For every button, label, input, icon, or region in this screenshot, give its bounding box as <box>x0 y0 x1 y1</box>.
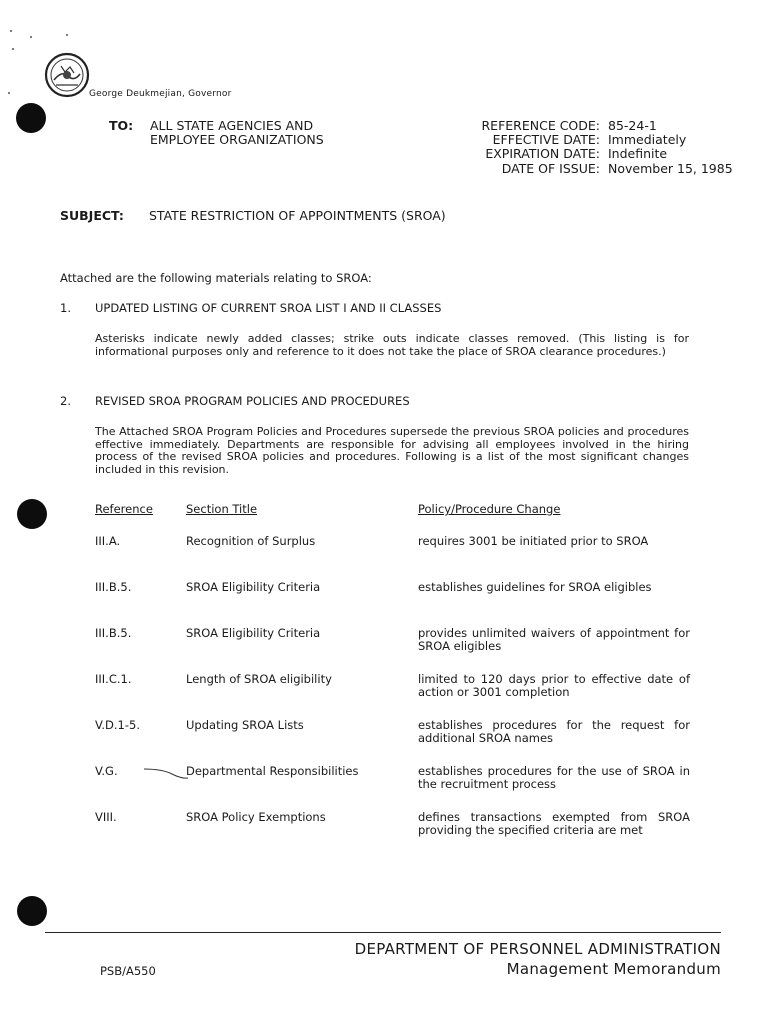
punch-hole-bottom <box>17 896 47 926</box>
row-reference: VIII. <box>95 810 117 824</box>
punch-hole-top <box>16 103 46 133</box>
reference-code-value: 85-24-1 <box>608 118 657 133</box>
row-section-title: Updating SROA Lists <box>186 718 304 732</box>
subject-text: STATE RESTRICTION OF APPOINTMENTS (SROA) <box>149 208 446 223</box>
item-1-title: UPDATED LISTING OF CURRENT SROA LIST I AND II CLASSES <box>95 301 442 315</box>
reference-code-label: REFERENCE CODE: <box>481 118 600 133</box>
row-reference: V.D.1-5. <box>95 718 140 732</box>
expiration-date-value: Indefinite <box>608 146 668 161</box>
to-label: TO: <box>109 118 134 133</box>
row-reference: V.G. <box>95 764 118 778</box>
row-policy-change: establishes procedures for the request for additional SROA names <box>418 718 690 745</box>
row-section-title: SROA Policy Exemptions <box>186 810 326 824</box>
governor-line: George Deukmejian, Governor <box>89 89 232 99</box>
row-policy-change: limited to 120 days prior to effective date of action or 3001 completion <box>418 672 690 699</box>
state-seal-icon <box>44 52 90 98</box>
scan-speck <box>10 30 12 32</box>
header-policy-change: Policy/Procedure Change <box>418 502 561 516</box>
date-of-issue-label: DATE OF ISSUE: <box>501 161 600 176</box>
row-policy-change: establishes guidelines for SROA eligibles <box>418 580 652 594</box>
row-section-title: Recognition of Surplus <box>186 534 316 548</box>
scan-speck <box>30 36 32 38</box>
row-section-title: SROA Eligibility Criteria <box>186 580 321 594</box>
scan-speck <box>12 48 14 50</box>
header-reference: Reference <box>95 502 153 516</box>
scan-speck <box>66 34 68 36</box>
row-section-title: Departmental Responsibilities <box>186 764 359 778</box>
item-2-number: 2. <box>60 394 71 408</box>
to-line-2: EMPLOYEE ORGANIZATIONS <box>150 132 324 147</box>
item-1-paragraph: Asterisks indicate newly added classes; strike outs indicate classes removed. (This listing is for informational purposes only and reference to it does not take the place of SROA clearance procedures.) <box>95 332 689 358</box>
punch-hole-middle <box>17 499 47 529</box>
row-reference: III.C.1. <box>95 672 132 686</box>
item-2-paragraph: The Attached SROA Program Policies and Procedures supersede the previous SROA policies and procedures effective immediately. Departments are responsible for advising all employees involved in the hiring process of the revised SROA policies and procedures. Following is a list of the most significant changes included in this revision. <box>95 425 689 476</box>
footer-rule <box>45 932 721 933</box>
item-1-number: 1. <box>60 301 71 315</box>
to-line-1: ALL STATE AGENCIES AND <box>150 118 314 133</box>
row-policy-change: establishes procedures for the use of SROA in the recruitment process <box>418 764 690 791</box>
pen-mark-icon <box>142 766 190 780</box>
row-section-title: Length of SROA eligibility <box>186 672 332 686</box>
footer-memo-title: Management Memorandum <box>506 960 721 978</box>
footer-department: DEPARTMENT OF PERSONNEL ADMINISTRATION <box>354 940 721 958</box>
row-reference: III.A. <box>95 534 121 548</box>
date-of-issue-value: November 15, 1985 <box>608 161 733 176</box>
effective-date-label: EFFECTIVE DATE: <box>492 132 600 147</box>
row-policy-change: requires 3001 be initiated prior to SROA <box>418 534 649 548</box>
effective-date-value: Immediately <box>608 132 687 147</box>
row-reference: III.B.5. <box>95 626 132 640</box>
row-reference: III.B.5. <box>95 580 132 594</box>
row-policy-change: defines transactions exempted from SROA providing the specified criteria are met <box>418 810 690 837</box>
item-2-title: REVISED SROA PROGRAM POLICIES AND PROCEDURES <box>95 394 410 408</box>
subject-label: SUBJECT: <box>60 208 124 223</box>
expiration-date-label: EXPIRATION DATE: <box>485 146 600 161</box>
scan-speck <box>8 92 10 94</box>
header-section-title: Section Title <box>186 502 258 516</box>
row-section-title: SROA Eligibility Criteria <box>186 626 321 640</box>
row-policy-change: provides unlimited waivers of appointment for SROA eligibles <box>418 626 690 653</box>
intro-text: Attached are the following materials relating to SROA: <box>60 271 372 285</box>
footer-code: PSB/A550 <box>100 964 156 978</box>
